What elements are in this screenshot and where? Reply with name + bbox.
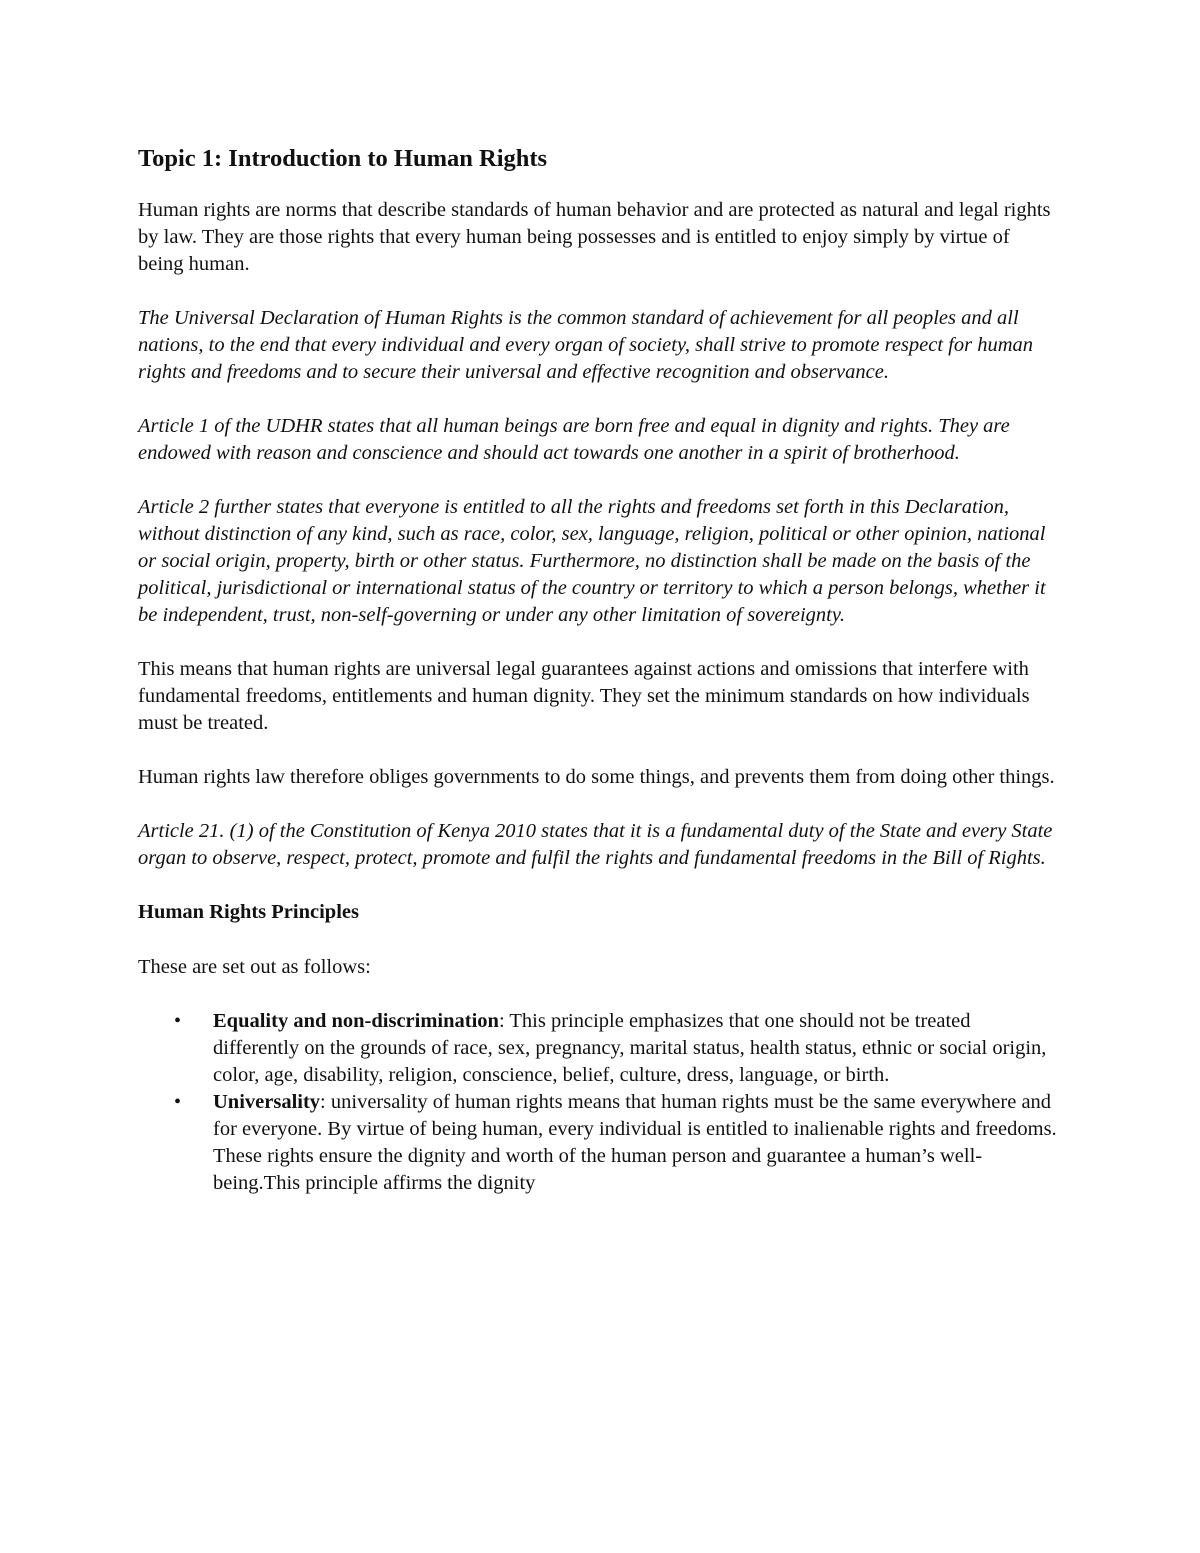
page-title: Topic 1: Introduction to Human Rights — [138, 145, 548, 172]
list-item — [138, 1089, 1058, 1197]
section-heading-principles: Human Rights Principles — [138, 901, 359, 923]
bullet-icon: • — [174, 1010, 182, 1032]
paragraph-kenya-constitution: Article 21. (1) of the Constitution of Kenya 2010 states that it is a fundamental duty of the State and every State organ to observe, respect, protect, promote and fulfil the rights and fundamental freedoms in the Bill of Rights. — [138, 820, 1053, 869]
paragraph-obligations: Human rights law therefore obliges governments to do some things, and prevents them from doing other things. — [138, 766, 1055, 788]
paragraph-article-2: Article 2 further states that everyone is entitled to all the rights and freedoms set forth in this Declaration, without distinction of any kind, such as race, color, sex, language, religion, political or other opinion, national or social origin, property, birth or other status. Furthermore, no distinction shall be made on the basis of the political, jurisdictional or international status of the country or territory to which a person belongs, whether it be independent, trust, non-self-governing or under any other limitation of sovereignty. — [138, 496, 1046, 626]
paragraph-article-1: Article 1 of the UDHR states that all human beings are born free and equal in dignity and rights. They are endowed with reason and conscience and should act towards one another in a spirit of brotherhood. — [138, 415, 1010, 464]
paragraph-udhr-quote: The Universal Declaration of Human Rights is the common standard of achievement for all peoples and all nations, to the end that every individual and every organ of society, shall strive to promote respect for human rights and freedoms and to secure their universal and effective recognition and observance. — [138, 307, 1034, 383]
principle-text: This principle emphasizes that one should not be treated differently on the grounds of race, sex, pregnancy, marital status, health status, ethnic or social origin, color, age, disability, religion, conscience, belief, culture, dress, language, or birth. — [213, 1010, 1047, 1086]
principle-separator: : — [498, 1010, 510, 1032]
bullet-icon: • — [174, 1091, 182, 1113]
principle-text: universality of human rights means that human rights must be the same everywhere and for everyone. By virtue of being human, every individual is entitled to inalienable rights and freedoms. These rights ensure the dignity and worth of the human person and guarantee a human’s well-being.This principle affirms the dignity — [213, 1091, 1057, 1194]
paragraph-definition: Human rights are norms that describe standards of human behavior and are protected as natural and legal rights by law. They are those rights that every human being possesses and is entitled to enjoy simply by virtue of being human. — [138, 199, 1051, 275]
document-page — [138, 143, 1058, 1197]
principle-separator: : — [320, 1091, 331, 1113]
principles-list — [138, 1008, 1058, 1197]
principles-intro: These are set out as follows: — [138, 956, 371, 978]
principle-term: Equality and non-discrimination — [213, 1010, 499, 1032]
list-item — [138, 1008, 1058, 1089]
principle-term: Universality — [213, 1091, 321, 1113]
paragraph-meaning: This means that human rights are universal legal guarantees against actions and omissions that interfere with fundamental freedoms, entitlements and human dignity. They set the minimum standards on how individuals must be treated. — [138, 658, 1030, 734]
